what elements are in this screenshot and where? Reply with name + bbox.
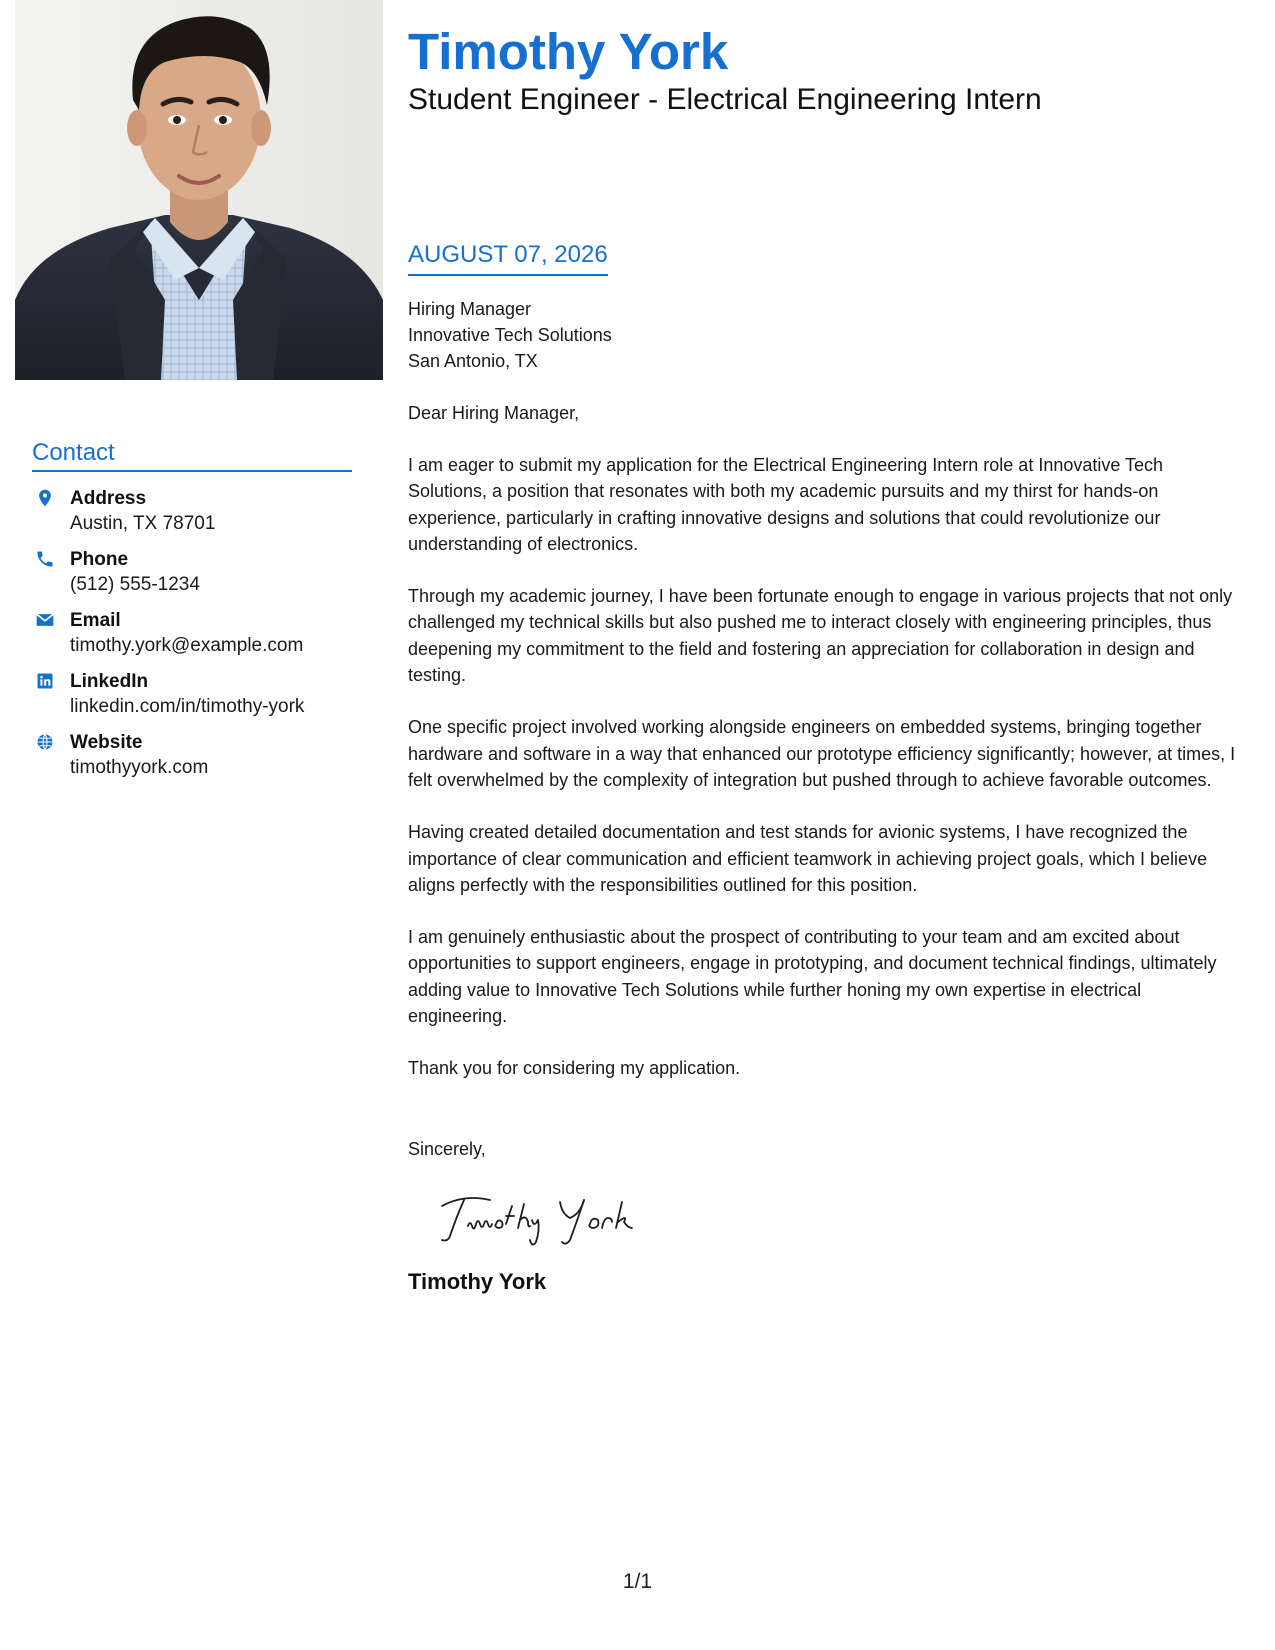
salutation: Dear Hiring Manager, — [408, 403, 580, 423]
paragraph-4: Having created detailed documentation and test stands for avionic systems, I have recognized the importance of clear communication and efficient teamwork in achieving project goals, which I believe aligns perfectly with the responsibilities outlined for this position. — [408, 822, 1208, 895]
linkedin-value[interactable]: linkedin.com/in/timothy-york — [70, 696, 305, 717]
website-label: Website — [70, 732, 143, 753]
recipient-location: San Antonio, TX — [408, 351, 538, 371]
phone-label: Phone — [70, 549, 129, 570]
paragraph-6: Thank you for considering my application. — [408, 1058, 741, 1079]
address-value: Austin, TX 78701 — [70, 513, 216, 534]
linkedin-label: LinkedIn — [70, 671, 149, 692]
letter-body — [408, 22, 1238, 1296]
email-icon — [35, 610, 57, 632]
letter-date: AUGUST 07, 2026 — [408, 241, 608, 268]
paragraph-1: I am eager to submit my application for the Electrical Engineering Intern role at Innovative Tech Solutions, a position that resonates with both my academic pursuits and my thirst for hands-on experience, particularly in crafting innovative designs and solutions that could revolutionize our understanding of electronics. — [408, 455, 1164, 554]
linkedin-icon — [35, 671, 57, 693]
map-pin-icon — [35, 488, 57, 510]
phone-icon — [35, 549, 57, 571]
contact-email — [32, 608, 352, 658]
paragraph-3: One specific project involved working alongside engineers on embedded systems, bringing together hardware and software in a way that enhanced our prototype efficiency significantly; however, at times, I felt overwhelmed by the complexity of integration but pushed through to achieve favorable outcomes. — [408, 717, 1236, 790]
page-number: 1/1 — [622, 1570, 653, 1593]
phone-value[interactable]: (512) 555-1234 — [70, 574, 200, 595]
contact-website — [32, 730, 352, 780]
website-value[interactable]: timothyyork.com — [70, 757, 209, 778]
handwritten-signature — [434, 1184, 674, 1254]
contact-linkedin — [32, 669, 352, 719]
recipient-title: Hiring Manager — [408, 299, 532, 319]
paragraph-5: I am genuinely enthusiastic about the prospect of contributing to your team and am excited about opportunities to support engineers, engage in prototyping, and document technical findings, ultimately adding value to Innovative Tech Solutions while further honing my own expertise in electrical engineering. — [408, 927, 1217, 1027]
profile-photo — [15, 0, 383, 380]
recipient-company: Innovative Tech Solutions — [408, 325, 612, 345]
contact-sidebar — [32, 438, 352, 791]
recipient-block — [408, 296, 1238, 374]
email-label: Email — [70, 610, 121, 631]
signer-name: Timothy York — [408, 1268, 547, 1294]
globe-icon — [35, 732, 57, 754]
paragraph-2: Through my academic journey, I have been fortunate enough to engage in various projects that not only challenged my technical skills but also pushed me to interact closely with engineering principles, thus deepening my commitment to the field and fostering an appreciation for collaboration in design and testing. — [408, 586, 1233, 686]
email-value[interactable]: timothy.york@example.com — [70, 635, 304, 656]
contact-phone — [32, 547, 352, 597]
applicant-name: Timothy York — [408, 23, 729, 80]
date-block — [408, 240, 608, 276]
contact-address — [32, 486, 352, 536]
contact-heading: Contact — [32, 438, 352, 472]
applicant-role: Student Engineer - Electrical Engineering Intern — [408, 83, 1042, 116]
closing: Sincerely, — [408, 1138, 486, 1159]
address-label: Address — [70, 488, 147, 509]
